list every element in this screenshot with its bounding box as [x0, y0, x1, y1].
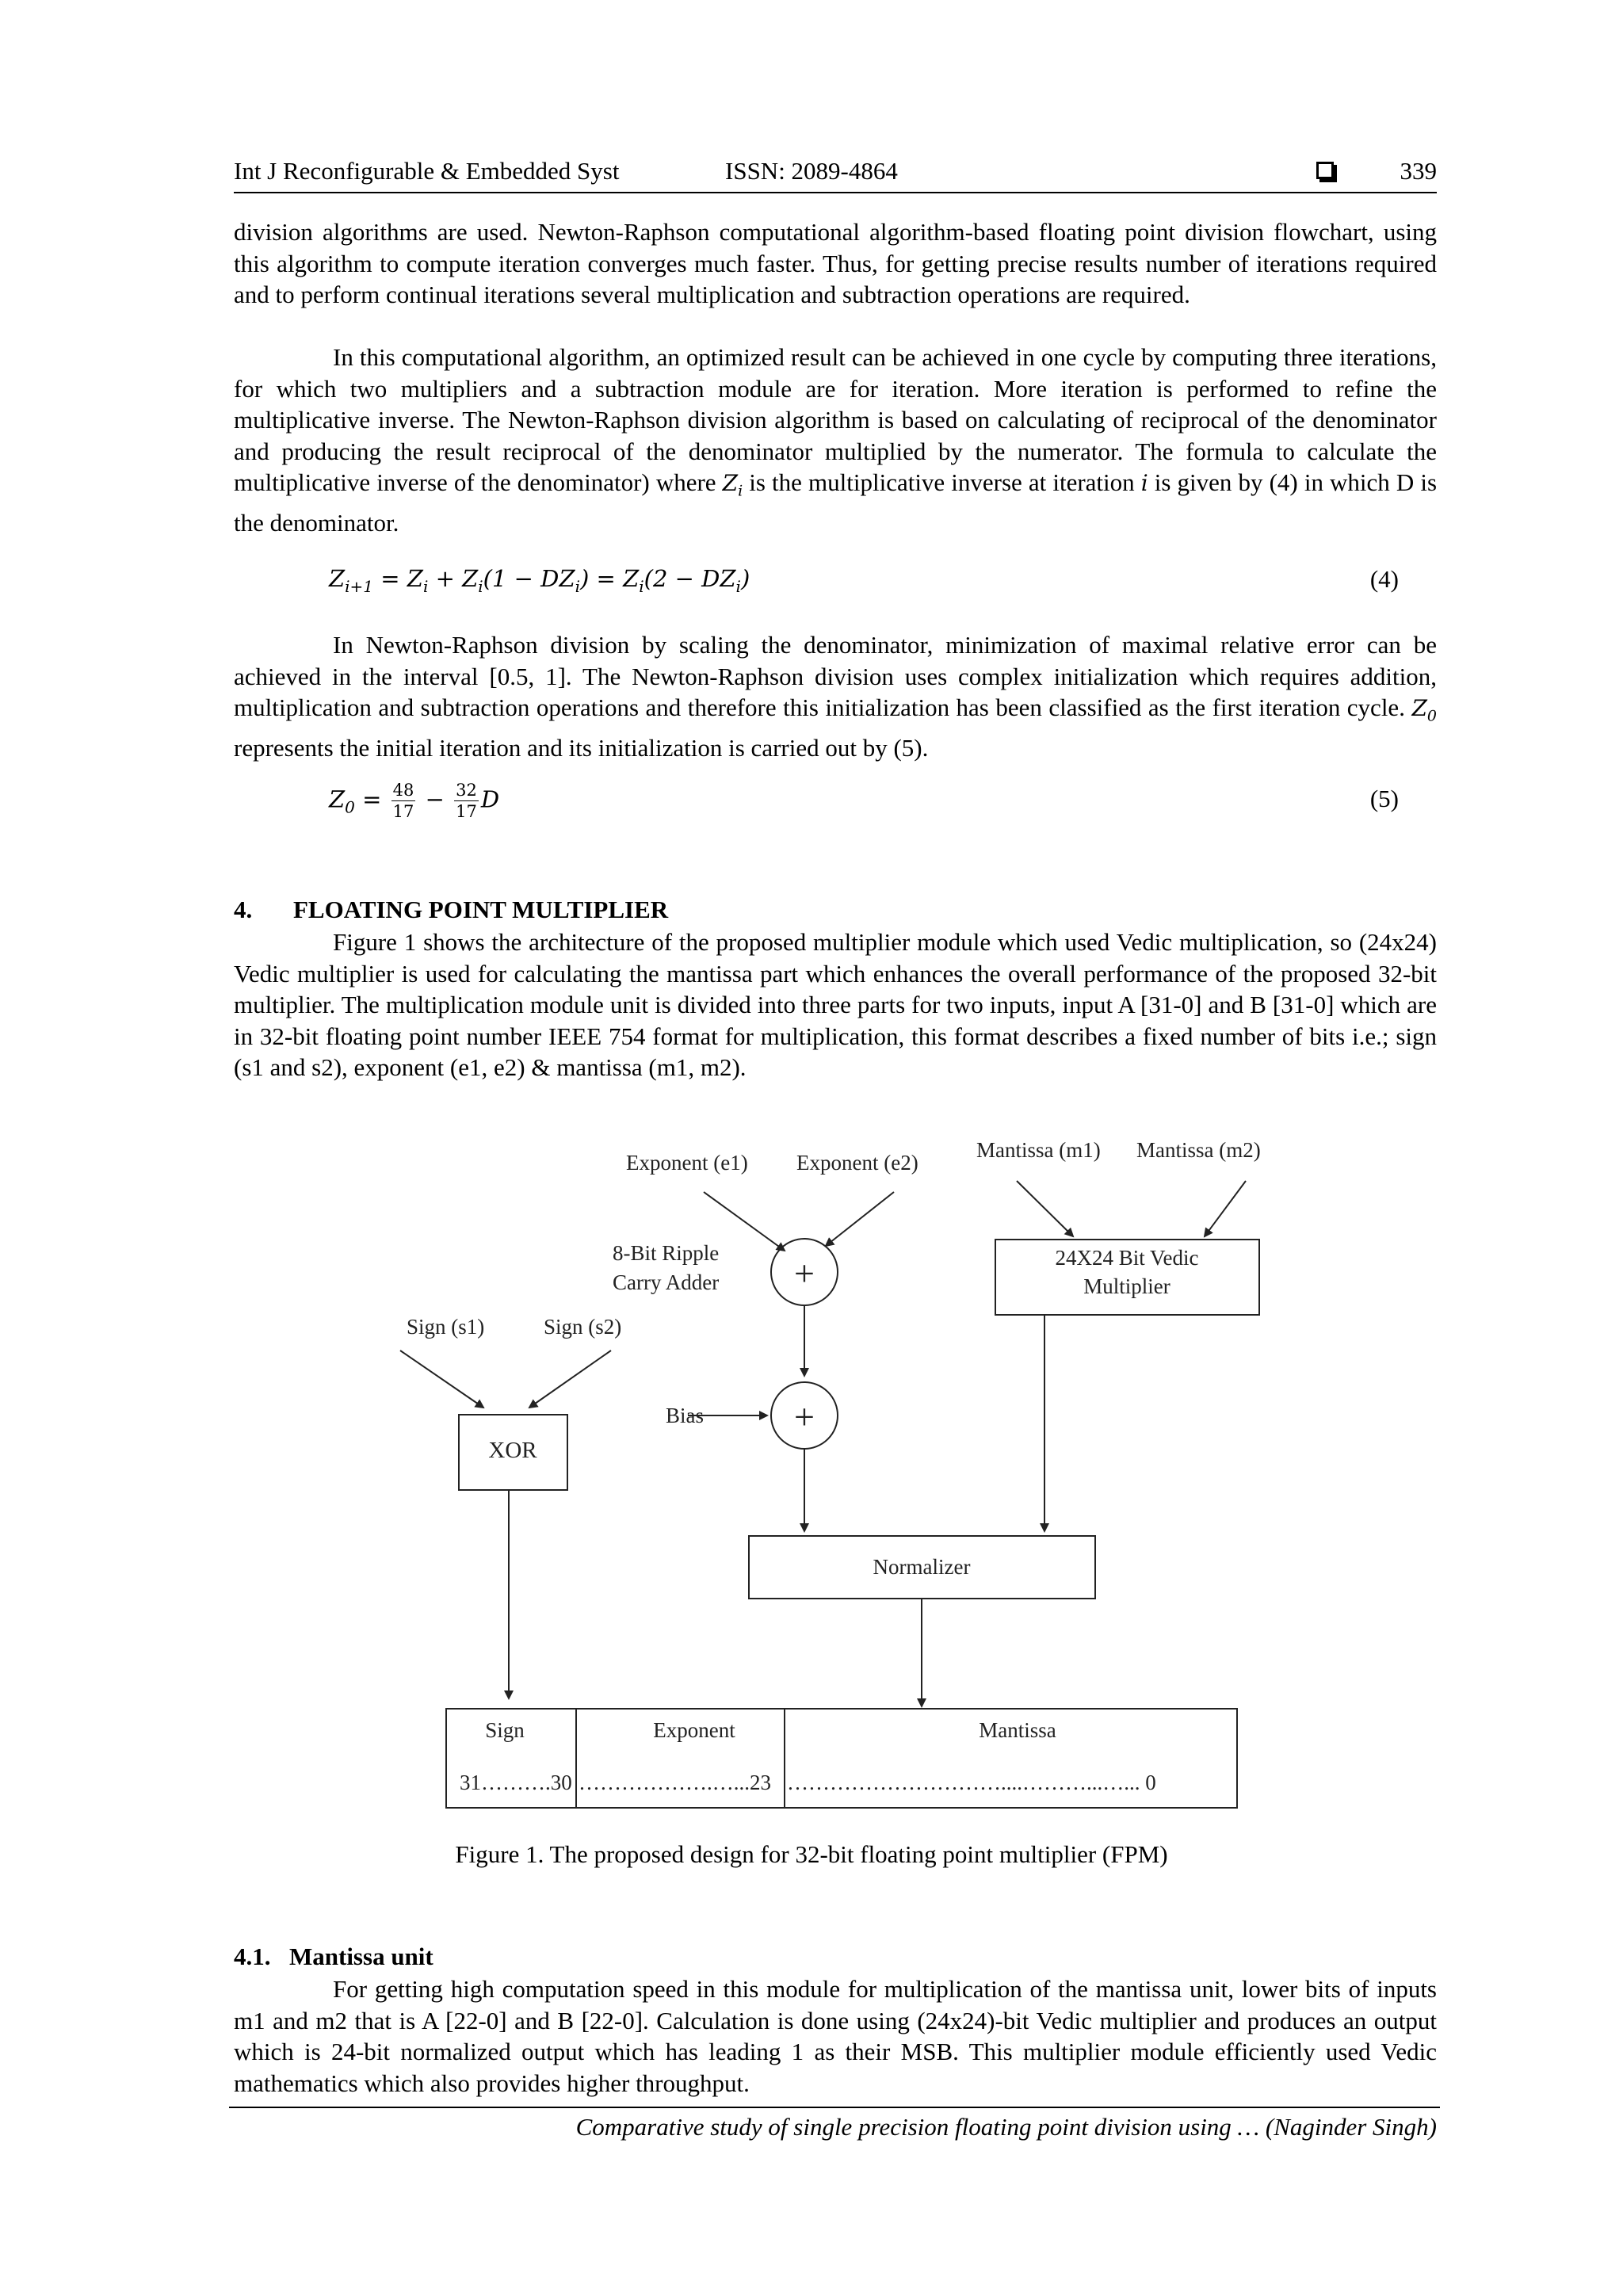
arrow-m1-to-vedic: [1017, 1181, 1073, 1236]
label-normalizer: Normalizer: [873, 1555, 971, 1579]
paragraph-2: [234, 342, 1437, 539]
bias-adder-plus-icon: +: [794, 1396, 815, 1437]
adder-plus-icon: +: [794, 1253, 815, 1293]
paragraph-2-text-a: In this computational algorithm, an optimized result can be achieved in one cycle by computing three iterations, for which two multipliers and a subtraction module are for iteration. More iteration is performed to refine the multiplicative inverse. The Newton-Raphson division algorithm is based on calculating of reciprocal of the denominator and producing the result reciprocal of the denominator multiplied by the numerator. The formula to calculate the multiplicative inverse of the denominator) where: [234, 343, 1437, 496]
label-adder-line-2: Carry Adder: [613, 1270, 720, 1294]
equation-5-number: (5): [1369, 785, 1399, 812]
bits-sign-range: 31……….30: [460, 1771, 572, 1794]
label-exponent-e1: Exponent (e1): [626, 1151, 748, 1175]
normalizer-box: [749, 1536, 1095, 1599]
label-exponent-e2: Exponent (e2): [796, 1151, 918, 1175]
section-4-1-number: 4.1.: [234, 1943, 271, 1970]
running-footer: Comparative study of single precision floating point division using … (Naginder Singh): [575, 2113, 1437, 2141]
arrow-s1-to-xor: [400, 1350, 483, 1408]
arrow-s2-to-xor: [529, 1350, 611, 1408]
equation-4: [329, 565, 1399, 613]
label-bias: Bias: [666, 1404, 705, 1427]
paragraph-2-text-b: is the multiplicative inverse at iteration: [749, 468, 1135, 496]
bits-exponent-range: ……………….…...23: [579, 1771, 771, 1794]
figure-1-caption: Figure 1. The proposed design for 32-bit floating point multiplier (FPM): [455, 1840, 1168, 1868]
label-vedic-line-2: Multiplier: [1083, 1274, 1170, 1298]
label-out-sign: Sign: [485, 1718, 525, 1742]
label-xor: XOR: [488, 1438, 537, 1463]
inline-var-z0: $Z_0$: [1411, 695, 1438, 725]
label-out-mantissa: Mantissa: [979, 1718, 1056, 1742]
page-header: [234, 155, 1437, 193]
fraction-32-17: $\frac{32}{17}$: [456, 781, 477, 821]
paragraph-3: [234, 629, 1437, 764]
section-4-title: FLOATING POINT MULTIPLIER: [293, 896, 669, 923]
arrow-m2-to-vedic: [1205, 1181, 1246, 1236]
paragraph-5: For getting high computation speed in this module for multiplication of the mantissa unit, lower bits of inputs m1 and m2 that is A [22-0] and B [22-0]. Calculation is done using (24x24)-bit Vedic multiplier and produces an output which is 24-bit normalized output which has leading 1 as their MSB. This multiplier module efficiently used Vedic mathematics which also provides higher throughput.: [234, 1975, 1437, 2097]
equation-4-body: $Z_{i+1} = Z_i + Z_i(1 - DZ_i) = Z_i(2 - DZ_i)$: [329, 565, 750, 596]
inline-var-i: i: [1140, 470, 1148, 496]
page-number: 339: [1400, 157, 1437, 185]
footer-rule: [229, 2107, 1440, 2108]
label-vedic-line-1: 24X24 Bit Vedic: [1055, 1246, 1199, 1270]
paragraph-4: Figure 1 shows the architecture of the proposed multiplier module which used Vedic multiplication, so (24x24) Vedic multiplier is used for calculating the mantissa part which enhances the overall performance of the proposed 32-bit multiplier. The multiplication module unit is divided into three parts for two inputs, input A [31-0] and B [31-0] which are in 32-bit floating point number IEEE 754 format for multiplication, this format describes a fixed number of bits i.e.; sign (s1 and s2), exponent (e1, e2) & mantissa (m1, m2).: [234, 928, 1437, 1081]
paragraph-2-text-c: is given by (4) in which D is the denominator.: [234, 468, 1438, 537]
paragraph-1: division algorithms are used. Newton-Raphson computational algorithm-based floating point division flowchart, using this algorithm to compute iteration converges much faster. Thus, for getting precise results number of iterations required and to perform continual iterations several multiplication and subtraction operations are required.: [234, 218, 1437, 308]
section-4-heading: [234, 896, 668, 924]
label-mantissa-m2: Mantissa (m2): [1136, 1138, 1261, 1162]
paragraph-3-text-a: In Newton-Raphson division by scaling the denominator, minimization of maximal relative error can be achieved in the interval [0.5, 1]. The Newton-Raphson division uses complex initialization which requires addition, multiplication and subtraction operations and therefore this initialization has been classified as the first iteration cycle.: [234, 631, 1437, 721]
label-sign-s2: Sign (s2): [544, 1315, 622, 1339]
journal-name: Int J Reconfigurable & Embedded Syst: [234, 157, 620, 185]
label-out-exponent: Exponent: [653, 1718, 735, 1742]
output-register-box: [446, 1709, 1237, 1808]
vedic-multiplier-box: [995, 1240, 1259, 1315]
square-box-icon: [1316, 162, 1334, 179]
xor-box: [459, 1415, 567, 1490]
equation-4-number: (4): [1369, 565, 1399, 593]
arrow-e2-to-adder: [826, 1192, 894, 1246]
bias-adder-circle: [771, 1382, 838, 1449]
adder-circle: [771, 1239, 838, 1305]
section-4-1-title: Mantissa unit: [289, 1943, 433, 1970]
paragraph-3-text-b: represents the initial iteration and its initialization is carried out by (5).: [234, 734, 929, 762]
arrow-e1-to-adder: [704, 1192, 785, 1251]
inline-var-zi: $Z_i$: [722, 470, 743, 500]
issn: ISSN: 2089-4864: [725, 157, 898, 185]
label-adder-line-1: 8-Bit Ripple: [613, 1241, 720, 1265]
equation-5: [329, 781, 1399, 832]
section-4-number: 4.: [234, 896, 253, 923]
equation-5-body: $Z_0$ = $\frac{48}{17}$ − $\frac{32}{17}$ D: [329, 781, 500, 821]
bits-mantissa-range: …………………………....………...…... 0: [787, 1771, 1156, 1794]
fraction-48-17: $\frac{48}{17}$: [392, 781, 414, 821]
section-4-1-heading: [234, 1943, 433, 1971]
label-sign-s1: Sign (s1): [407, 1315, 485, 1339]
label-mantissa-m1: Mantissa (m1): [976, 1138, 1101, 1162]
